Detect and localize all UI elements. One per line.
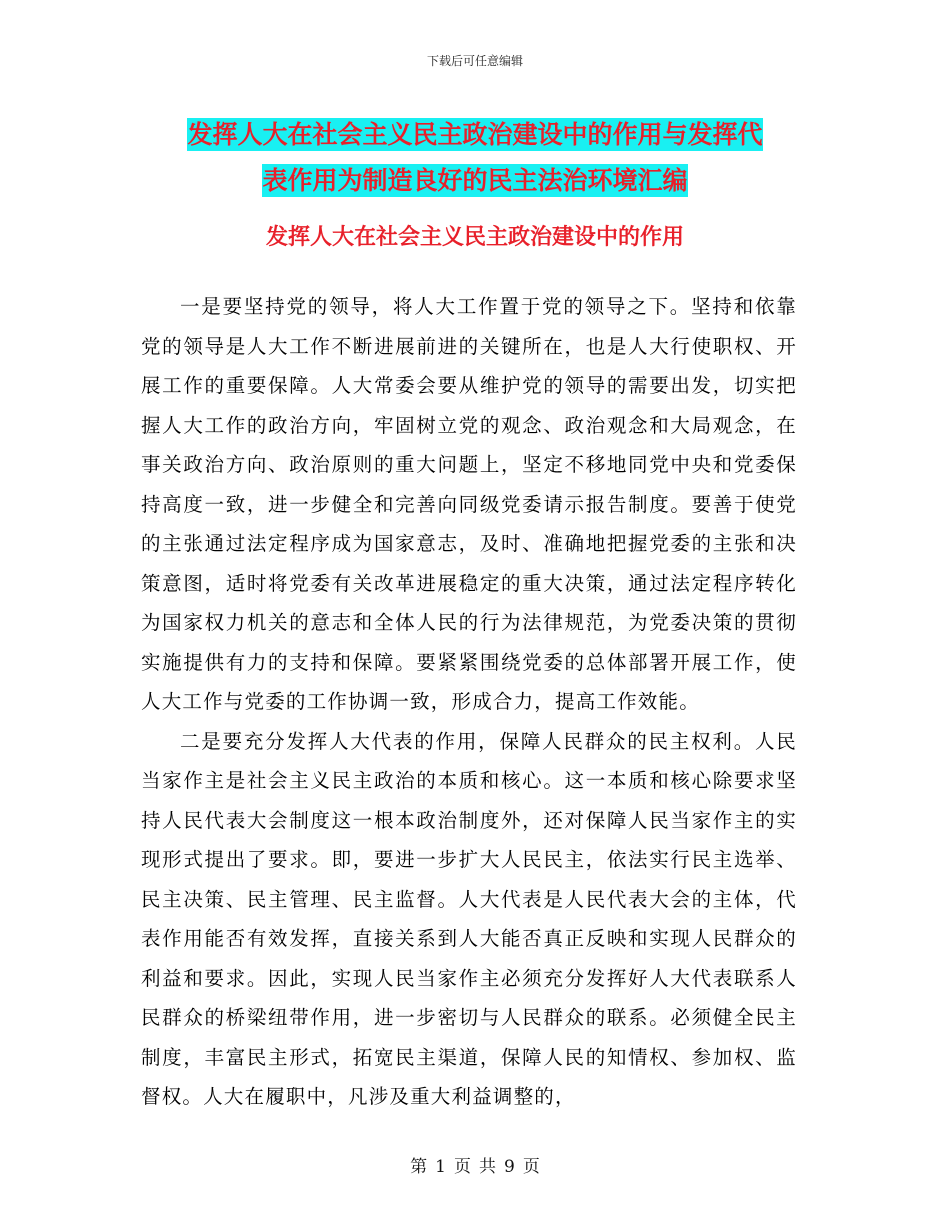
header-note: 下载后可任意编辑 <box>426 54 523 68</box>
page-current: 1 <box>435 1157 446 1177</box>
paragraph: 一是要坚持党的领导，将人大工作置于党的领导之下。坚持和依靠党的领导是人大工作不断进展前进的关键所在，也是人大行使职权、开展工作的重要保障。人大常委会要从维护党的领导的需要出发，切实把握人大工作的政治方向，牢固树立党的观念、政治观念和大局观念，在事关政治方向、政治原则的重大问题上，坚定不移地同党中央和党委保持高度一致，进一步健全和完善向同级党委请示报告制度。要善于使党的主张通过法定程序成为国家意志，及时、准确地把握党委的主张和决策意图，适时将党委有关改革进展稳定的重大决策，通过法定程序转化为国家权力机关的意志和全体人民的行为法律规范，为党委决策的贯彻实施提供有力的支持和保障。要紧紧围绕党委的总体部署开展工作，使人大工作与党委的工作协调一致，形成合力，提高工作效能。 <box>141 295 797 713</box>
section-title: 发挥人大在社会主义民主政治建设中的作用 <box>265 224 684 250</box>
page-label-suffix: 页 <box>522 1157 540 1177</box>
page-label-mid: 页 <box>454 1157 471 1177</box>
paragraph: 二是要充分发挥人大代表的作用，保障人民群众的民主权利。人民当家作主是社会主义民主政治的本质和核心。这一本质和核心除要求坚持人民代表大会制度这一根本政治制度外，还对保障人民当家作主的实现形式提出了要求。即，要进一步扩大人民民主，依法实行民主选举、民主决策、民主管理、民主监督。人大代表是人民代表大会的主体，代表作用能否有效发挥，直接关系到人大能否真正反映和实现人民群众的利益和要求。因此，实现人民当家作主必须充分发挥好人大代表联系人民群众的桥梁纽带作用，进一步密切与人民群众的联系。必须健全民主制度，丰富民主形式，拓宽民主渠道，保障人民的知情权、参加权、监督权。人大在履职中，凡涉及重大利益调整的， <box>141 729 797 1108</box>
page-total-prefix: 共 <box>479 1157 496 1177</box>
document-title-line-1: 发挥人大在社会主义民主政治建设中的作用与发挥代 <box>187 120 763 149</box>
document-title-line-2: 表作用为制造良好的民主法治环境汇编 <box>262 166 688 195</box>
document-body <box>141 287 797 1117</box>
page-footer <box>0 1152 950 1177</box>
page-label-prefix: 第 <box>410 1157 428 1177</box>
document-title <box>140 112 810 204</box>
page-total: 9 <box>504 1157 515 1177</box>
